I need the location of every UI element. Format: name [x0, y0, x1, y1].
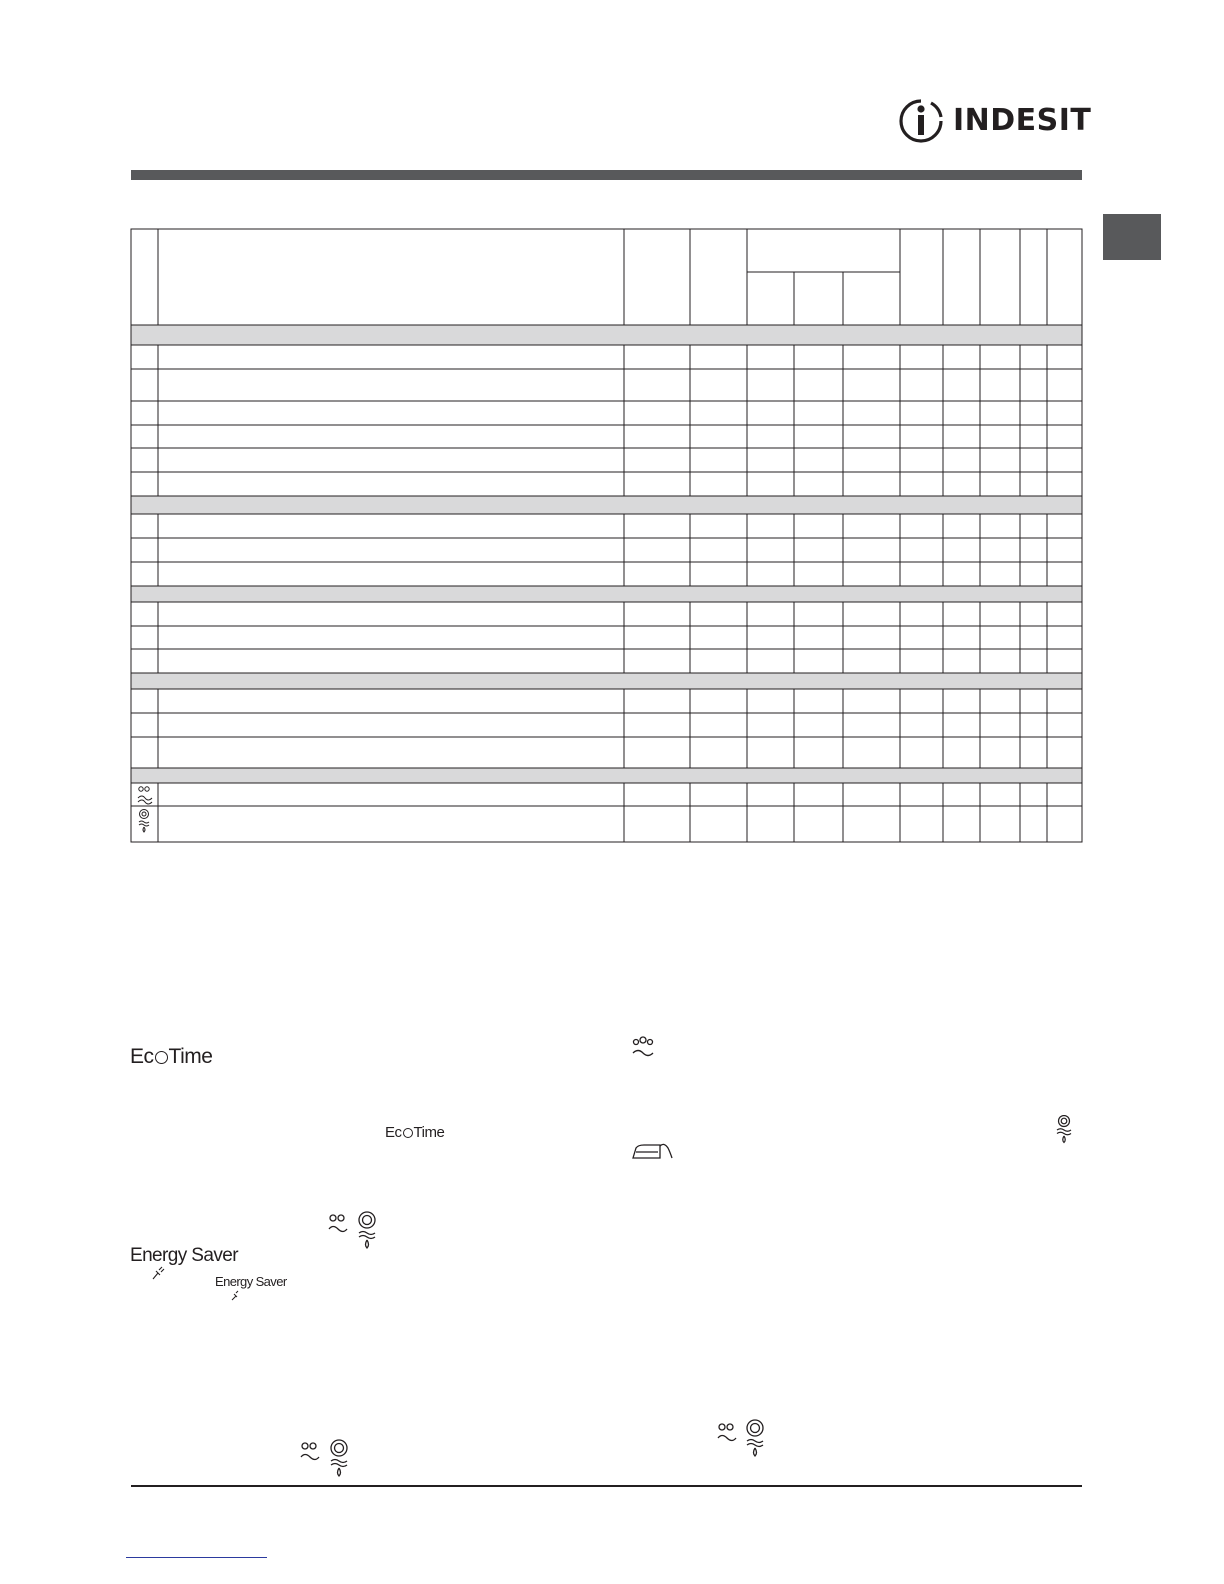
- iron-icon: [630, 1138, 674, 1162]
- eco-time-program-icon: [138, 787, 152, 804]
- section-band: [131, 586, 1082, 602]
- energy-saver-icon: [355, 1211, 379, 1251]
- energy-saver-logo: Energy Saver: [130, 1245, 238, 1266]
- energy-saver-program-icon: [139, 810, 149, 833]
- energy-saver-icon: [743, 1419, 767, 1459]
- table-border: [131, 229, 1082, 842]
- section-band: [131, 325, 1082, 345]
- eco-time-icon: [716, 1422, 738, 1446]
- energy-saver-plug-icon: [230, 1289, 242, 1302]
- footer-link-underline[interactable]: [126, 1557, 267, 1558]
- footer-rule: [131, 1485, 1082, 1487]
- eco-time-logo: Ec Time: [130, 1045, 213, 1068]
- eco-time-icon: [299, 1441, 321, 1465]
- brand-wordmark: INDESIT: [953, 103, 1092, 138]
- section-band: [131, 496, 1082, 514]
- energy-saver-icon: [327, 1439, 351, 1479]
- table-section-bands: [131, 325, 1082, 783]
- eco-time-logo-inline: Ec Time: [385, 1124, 445, 1141]
- energy-saver-icon: [1054, 1115, 1074, 1145]
- eco-time-icon: [630, 1035, 656, 1059]
- energy-saver-logo-inline: Energy Saver: [215, 1274, 287, 1289]
- section-band: [131, 768, 1082, 783]
- section-band: [131, 673, 1082, 689]
- table-lines: [131, 229, 1082, 842]
- energy-saver-plug-icon: [150, 1264, 166, 1282]
- eco-time-icon: [327, 1213, 349, 1237]
